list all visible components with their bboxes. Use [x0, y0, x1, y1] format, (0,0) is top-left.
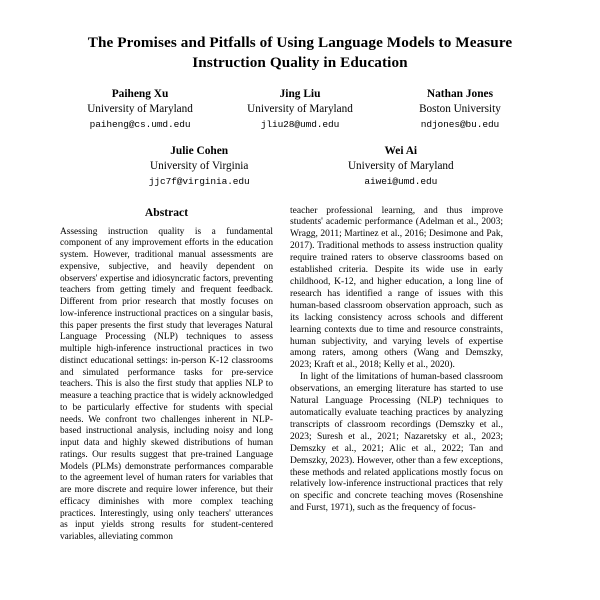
author-entry — [300, 145, 502, 189]
intro-paragraph-continued: teacher professional learning, and thus improve students' academic performance (Adelman et al., 2003; Wragg, 2011; Martinez et al., 2016; Desimone and Pak, 2017). Traditional methods to assess instruction quality require trained raters to observe classrooms based on established criteria. Despite its wide use in early childhood, K-12, and higher education, a long line of research has identified a range of issues with this human-based classroom observation approach, such as its lacking consistency across schools and different learning contexts due to time and resource constraints, human subjectivity, and varying levels of expertise among raters, among others (Wang and Demszky, 2023; Kraft et al., 2018; Kelly et al., 2020). — [290, 205, 503, 371]
body-columns — [60, 206, 540, 544]
abstract-text: Assessing instruction quality is a fundamental component of any improvement efforts in the education system. However, traditional manual assessments are expensive, subjective, and heavily dependent on observers' expertise and idiosyncratic factors, preventing teachers from getting timely and frequent feedback. Different from prior research that mostly focuses on low-inference instructional practices on a singular basis, this paper presents the first study that leverages Natural Language Processing (NLP) techniques to assess multiple high-inference instructional practices in two distinct educational settings: in-person K-12 classrooms and simulated performance tasks for pre-service teachers. This is also the first study that applies NLP to measure a teaching practice that is widely acknowledged to be particularly effective for students with special needs. We confront two challenges inherent in NLP-based instructional analysis, including noisy and long input data and highly skewed distributions of human ratings. Our results suggest that pre-trained Language Models (PLMs) demonstrate performances comparable to the agreement level of human raters for variables that are more discrete and require lower inference, but their efficacy diminishes with more complex teaching practices. Interestingly, using only teachers' utterances as input yields strong results for student-centered variables, alleviating common — [60, 226, 273, 543]
title-line-1: The Promises and Pitfalls of Using Language Models to Measure — [87, 34, 513, 51]
author-name: Wei Ai — [384, 144, 418, 157]
author-email[interactable]: ndjones@bu.edu — [420, 119, 500, 131]
intro-paragraph-new: In light of the limitations of human-based classroom observations, an emerging literature has started to use Natural Language Processing (NLP) techniques to automatically evaluate teaching practices by analyzing transcripts of classroom recordings (Demszky et al., 2023; Suresh et al., 2021; Nazaretsky et al., 2023; Demszky et al., 2021; Alic et al., 2022; Tan and Demszky, 2023). However, other than a few exceptions, these methods and related applications mostly focus on relatively low-inference instructional practices that rely on specific and concrete teaching moves (Rosenshine and Furst, 1971), such as the frequency of focus- — [290, 372, 503, 514]
author-name: Nathan Jones — [426, 88, 494, 100]
page-title — [60, 0, 540, 73]
author-affiliation: University of Maryland — [247, 103, 353, 116]
author-entry — [220, 88, 380, 132]
author-row-1 — [60, 88, 540, 132]
abstract-heading: Abstract — [144, 205, 189, 219]
author-affiliation: University of Maryland — [87, 103, 193, 116]
author-affiliation: University of Virginia — [150, 159, 249, 172]
right-column — [290, 206, 503, 544]
author-affiliation: Boston University — [419, 103, 501, 116]
author-email[interactable]: aiwei@umd.edu — [364, 175, 438, 187]
author-entry — [98, 145, 300, 189]
author-entry — [60, 88, 220, 132]
author-email[interactable]: paiheng@cs.umd.edu — [89, 119, 191, 131]
title-line-2: Instruction Quality in Education — [192, 54, 408, 71]
author-block — [60, 88, 540, 189]
author-entry — [380, 88, 540, 132]
author-row-2 — [60, 145, 540, 189]
left-column — [60, 206, 273, 544]
author-affiliation: University of Maryland — [347, 159, 454, 172]
author-email[interactable]: jliu28@umd.edu — [260, 119, 340, 131]
author-name: Jing Liu — [279, 88, 321, 100]
author-name: Julie Cohen — [170, 144, 229, 157]
author-name: Paiheng Xu — [111, 88, 169, 100]
author-email[interactable]: jjc7f@virginia.edu — [148, 175, 250, 187]
